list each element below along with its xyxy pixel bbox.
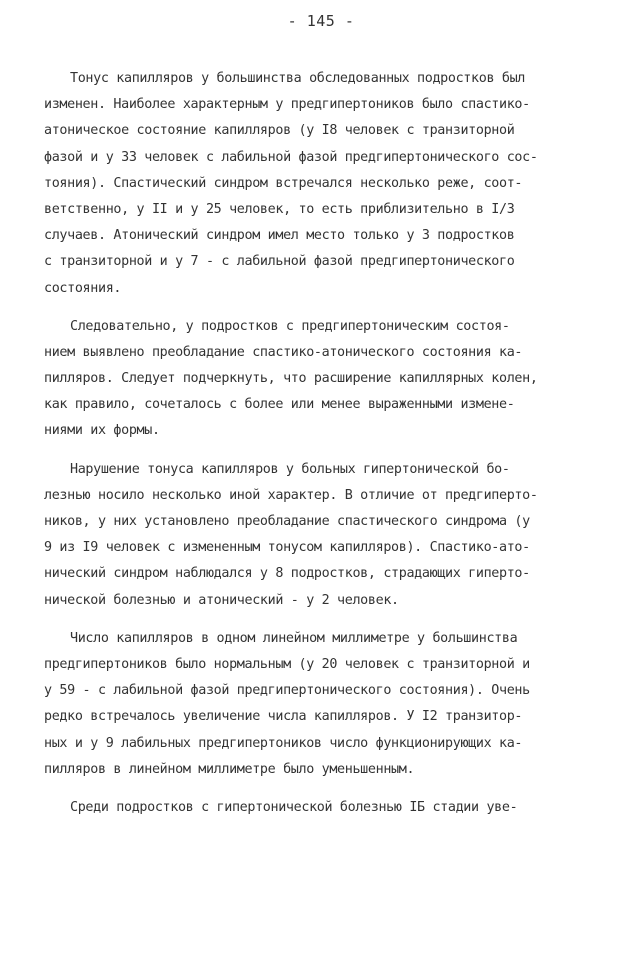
page-number: - 145 - (287, 12, 355, 30)
text-line: тояния). Спастический синдром встречался несколько реже, соот- (44, 175, 523, 191)
paragraph (44, 66, 616, 302)
text-line: нической болезнью и атонический - у 2 человек. (44, 592, 399, 608)
text-line: ветственно, у II и у 25 человек, то есть приблизительно в I/3 (44, 201, 515, 217)
text-line: 9 из I9 человек с измененным тонусом капилляров). Спастико-ато- (44, 540, 530, 556)
paragraph (44, 626, 616, 783)
text-line: нием выявлено преобладание спастико-атонического состояния ка- (44, 344, 523, 360)
text-line: пилляров. Следует подчеркнуть, что расширение капиллярных колен, (44, 371, 538, 387)
text-line: Нарушение тонуса капилляров у больных гипертонической бо- (70, 461, 510, 477)
paragraph-gap (44, 614, 616, 626)
text-line: с транзиторной и у 7 - с лабильной фазой предгипертонического (44, 254, 515, 270)
text-line: у 59 - с лабильной фазой предгипертонического состояния). Очень (44, 683, 530, 699)
text-line: Среди подростков с гипертонической болезнью IБ стадии уве- (70, 799, 518, 815)
text-line: предгипертоников было нормальным (у 20 человек с транзиторной и (44, 656, 530, 672)
text-line: атоническое состояние капилляров (у I8 человек с транзиторной (44, 123, 515, 139)
paragraph (44, 795, 616, 821)
text-line: Тонус капилляров у большинства обследованных подростков был (70, 71, 525, 86)
paragraph-gap (44, 783, 616, 795)
text-line: Следовательно, у подростков с предгипертоническим состоя- (70, 318, 510, 334)
text-line: пилляров в линейном миллиметре было уменьшенным. (44, 761, 415, 777)
text-line: ниями их формы. (44, 423, 160, 439)
document-body (44, 66, 616, 821)
text-line: случаев. Атонический синдром имел место только у 3 подростков (44, 228, 515, 244)
text-line: ных и у 9 лабильных предгипертоников число функционирующих ка- (44, 735, 523, 751)
text-line: ников, у них установлено преобладание спастического синдрома (у (44, 514, 530, 529)
text-line: фазой и у 33 человек с лабильной фазой предгипертонического сос- (44, 149, 538, 165)
paragraph (44, 457, 616, 614)
text-line: состояния. (44, 280, 122, 296)
paragraph-gap (44, 445, 616, 457)
text-line: Число капилляров в одном линейном миллиметре у большинства (70, 630, 518, 646)
paragraph (44, 314, 616, 445)
text-line: лезнью носило несколько иной характер. В отличие от предгиперто- (44, 487, 538, 503)
text-line: как правило, сочеталось с более или менее выраженными измене- (44, 397, 515, 413)
paragraph-gap (44, 302, 616, 314)
text-line: изменен. Наиболее характерным у предгипертоников было спастико- (44, 97, 530, 113)
text-line: редко встречалось увеличение числа капилляров. У I2 транзитор- (44, 709, 523, 725)
text-line: нический синдром наблюдался у 8 подростков, страдающих гиперто- (44, 566, 530, 582)
